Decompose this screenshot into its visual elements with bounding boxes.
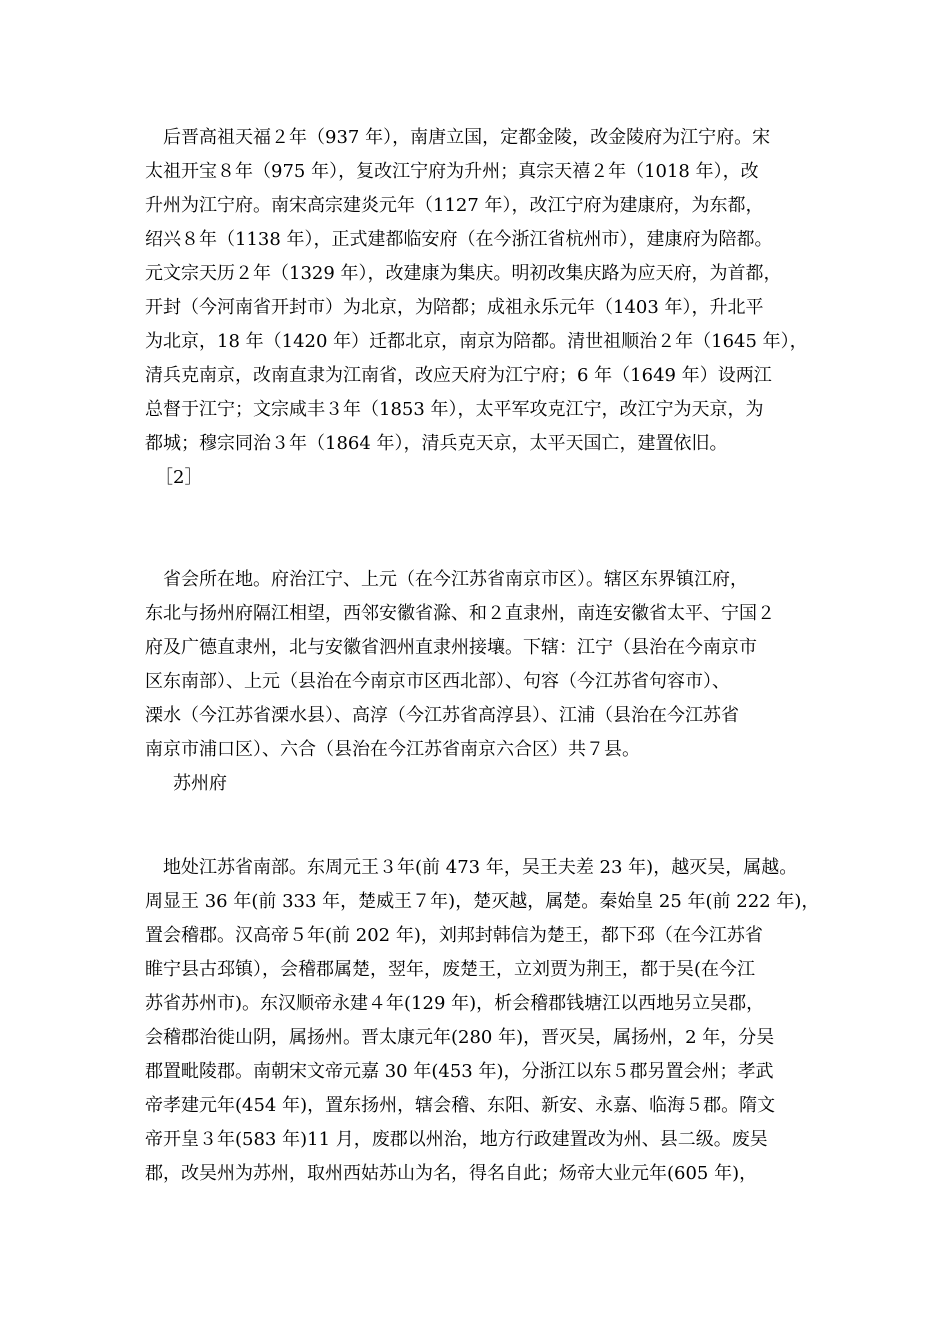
text-line: 睢宁县古邳镇），会稽郡属楚，翌年，废楚王，立刘贾为荆王，都于吴(在今江 [145,959,756,980]
text-line: 苏省苏州市)。东汉顺帝永建４年(129 年)，析会稽郡钱塘江以西地另立吴郡， [145,993,765,1014]
text-line: 府及广德直隶州，北与安徽省泗州直隶州接壤。下辖：江宁（县治在今南京市 [145,637,757,658]
paragraph-nanjing-history [145,121,825,495]
text-line: 为北京，18 年（1420 年）迁都北京，南京为陪都。清世祖顺治２年（1645 年）， [145,331,808,352]
text-line: 会稽郡治徙山阴，属扬州。晋太康元年(280 年)，晋灭吴，属扬州，2 年，分吴 [145,1027,775,1048]
text-line: 升州为江宁府。南宋高宗建炎元年（1127 年），改江宁府为建康府，为东都， [145,195,764,216]
text-line: 地处江苏省南部。东周元王３年(前 473 年，吴王夫差 23 年)，越灭吴，属越。 [163,857,798,878]
text-line: 省会所在地。府治江宁、上元（在今江苏省南京市区）。辖区东界镇江府， [163,569,748,590]
text-line: 周显王 36 年(前 333 年，楚威王７年)，楚灭越，属楚。秦始皇 25 年(前 222 年)， [145,891,820,912]
text-line: 区东南部）、上元（县治在今南京市区西北部）、句容（今江苏省句容市）、 [145,671,730,692]
text-line: 元文宗天历２年（1329 年），改建康为集庆。明初改集庆路为应天府，为首都， [145,263,782,284]
reference-marker: ［2］ [155,467,203,488]
text-line: 置会稽郡。汉高帝５年(前 202 年)，刘邦封韩信为楚王，都下邳（在今江苏省 [145,925,763,946]
text-line: 东北与扬州府隔江相望，西邻安徽省滁、和２直隶州，南连安徽省太平、宁国２ [145,603,775,624]
paragraph-jiangning-prefecture [145,563,825,801]
section-heading: 苏州府 [173,773,227,794]
text-line: 郡置毗陵郡。南朝宋文帝元嘉 30 年(453 年)，分浙江以东５郡另置会州；孝武 [145,1061,774,1082]
text-line: 溧水（今江苏省溧水县）、高淳（今江苏省高淳县）、江浦（县治在今江苏省 [145,705,739,726]
text-line: 南京市浦口区）、六合（县治在今江苏省南京六合区）共７县。 [145,739,640,760]
text-line: 都城；穆宗同治３年（1864 年），清兵克天京，太平天国亡，建置依旧。 [145,433,728,454]
text-line: 总督于江宁；文宗咸丰３年（1853 年），太平军攻克江宁，改江宁为天京，为 [145,399,764,420]
text-line: 清兵克南京，改南直隶为江南省，改应天府为江宁府；6 年（1649 年）设两江 [145,365,772,386]
paragraph-suzhou-history [145,851,825,1191]
text-line: 帝开皇３年(583 年)11 月，废郡以州治，地方行政建置改为州、县二级。废吴 [145,1129,768,1150]
text-line: 绍兴８年（1138 年），正式建都临安府（在今浙江省杭州市），建康府为陪都。 [145,229,773,250]
text-line: 帝孝建元年(454 年)，置东扬州，辖会稽、东阳、新安、永嘉、临海５郡。隋文 [145,1095,776,1116]
text-line: 郡，改吴州为苏州，取州西姑苏山为名，得名自此；炀帝大业元年(605 年)， [145,1163,758,1184]
text-line: 太祖开宝８年（975 年），复改江宁府为升州；真宗天禧２年（1018 年），改 [145,161,759,182]
text-line: 后晋高祖天福２年（937 年），南唐立国，定都金陵，改金陵府为江宁府。宋 [163,127,771,148]
text-line: 开封（今河南省开封市）为北京，为陪都；成祖永乐元年（1403 年），升北平 [145,297,764,318]
